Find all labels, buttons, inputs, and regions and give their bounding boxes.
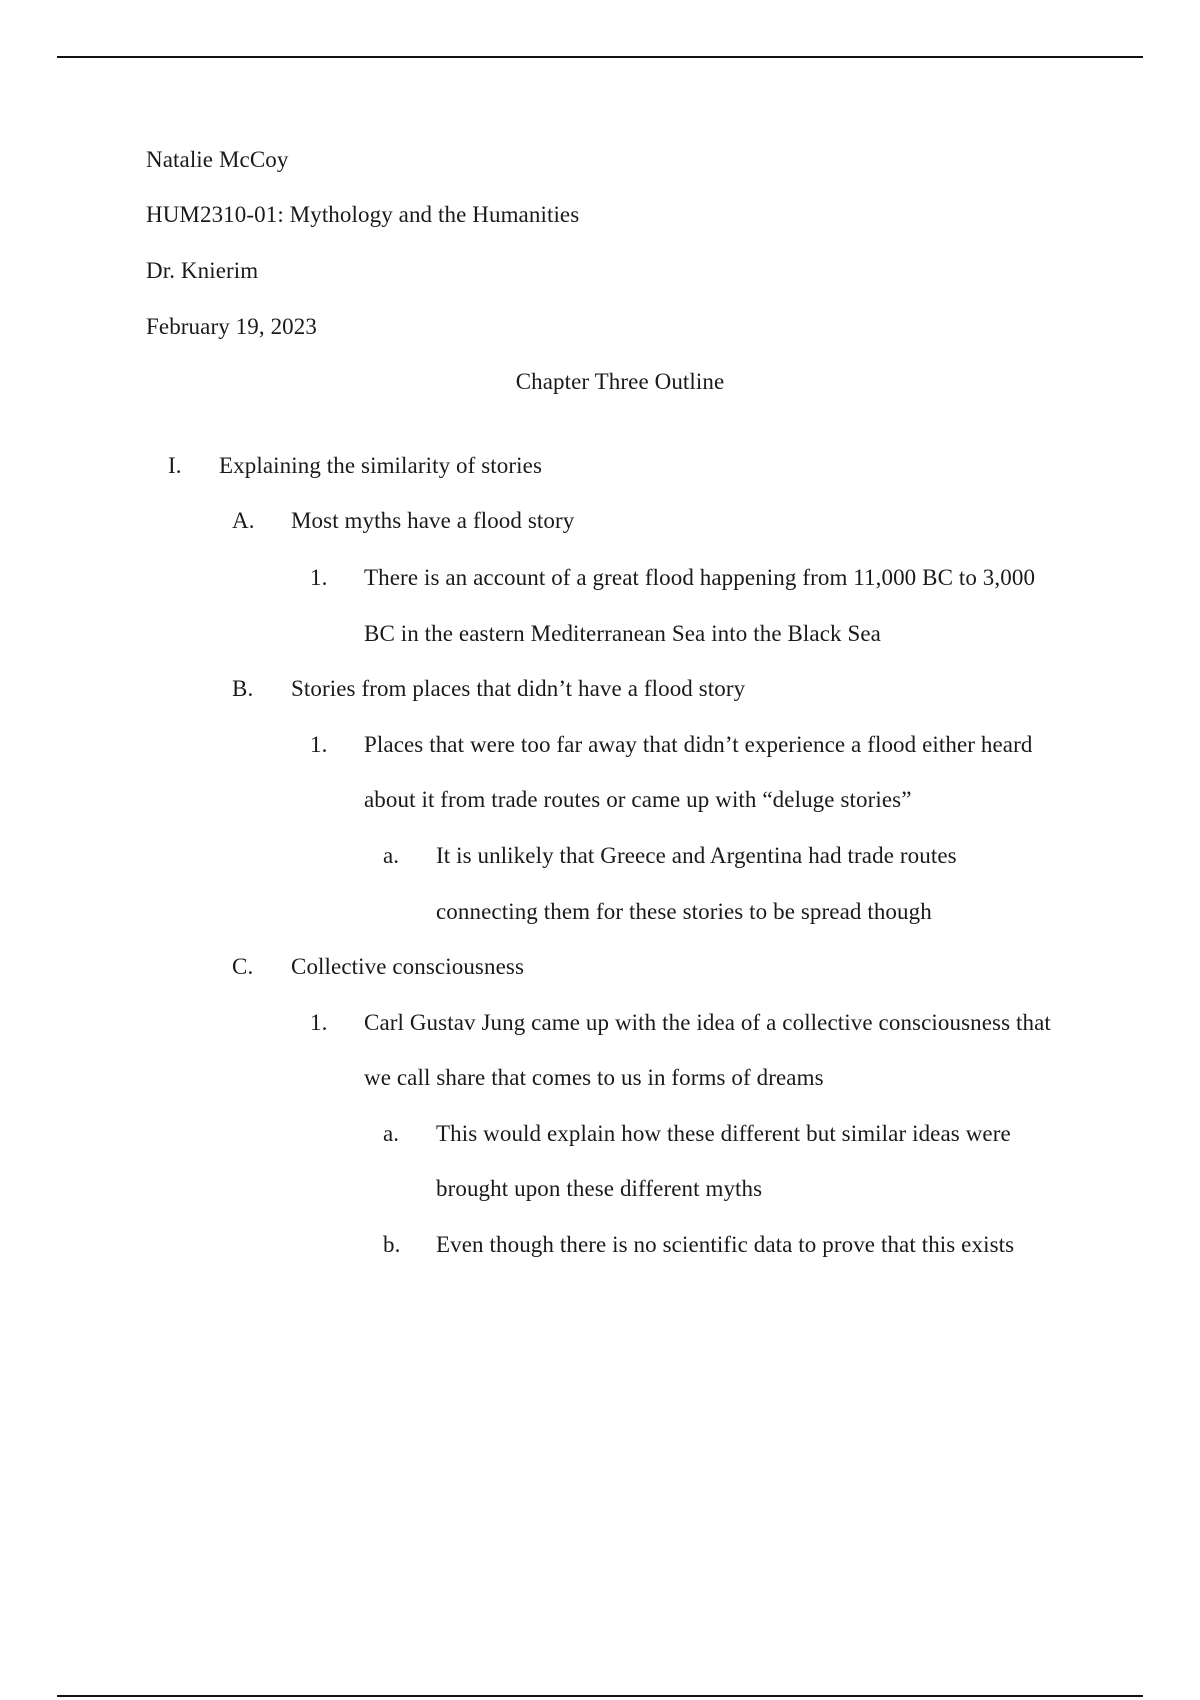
outline-item-B1-line2: about it from trade routes or came up with “deluge stories” bbox=[364, 787, 912, 812]
outline-marker-B1: 1. bbox=[310, 732, 328, 757]
outline-marker-I: I. bbox=[168, 453, 182, 478]
outline-item-B1-line1: Places that were too far away that didn’t experience a flood either heard bbox=[364, 732, 1033, 757]
outline-marker-B: B. bbox=[232, 676, 254, 701]
outline-item-A: Most myths have a flood story bbox=[291, 508, 575, 533]
outline-item-C1-line2: we call share that comes to us in forms of dreams bbox=[364, 1065, 824, 1090]
outline-marker-A1: 1. bbox=[310, 565, 328, 590]
outline-item-A1-line1: There is an account of a great flood happening from 11,000 BC to 3,000 bbox=[364, 565, 1036, 590]
outline-item-C: Collective consciousness bbox=[291, 954, 524, 979]
outline-marker-C1: 1. bbox=[310, 1010, 328, 1035]
bottom-rule bbox=[57, 1695, 1143, 1697]
document-date: February 19, 2023 bbox=[146, 314, 317, 339]
top-rule bbox=[57, 56, 1143, 58]
outline-item-A1-line2: BC in the eastern Mediterranean Sea into the Black Sea bbox=[364, 621, 881, 646]
document-title: Chapter Three Outline bbox=[515, 369, 725, 394]
outline-item-I: Explaining the similarity of stories bbox=[219, 453, 542, 478]
outline-marker-C1b: b. bbox=[383, 1232, 401, 1257]
course-title: HUM2310-01: Mythology and the Humanities bbox=[146, 202, 580, 227]
outline-item-C1a-line1: This would explain how these different but similar ideas were bbox=[436, 1121, 1011, 1146]
outline-marker-A: A. bbox=[232, 508, 255, 533]
instructor-name: Dr. Knierim bbox=[146, 258, 259, 283]
outline-marker-C: C. bbox=[232, 954, 254, 979]
outline-item-C1b-line1: Even though there is no scientific data to prove that this exists bbox=[436, 1232, 1015, 1257]
student-name: Natalie McCoy bbox=[146, 147, 289, 172]
outline-item-C1a-line2: brought upon these different myths bbox=[436, 1176, 763, 1201]
outline-item-B: Stories from places that didn’t have a flood story bbox=[291, 676, 746, 701]
outline-marker-C1a: a. bbox=[383, 1121, 400, 1146]
outline-item-C1-line1: Carl Gustav Jung came up with the idea of a collective consciousness that bbox=[364, 1010, 1051, 1035]
outline-item-B1a-line2: connecting them for these stories to be spread though bbox=[436, 899, 932, 924]
outline-marker-B1a: a. bbox=[383, 843, 400, 868]
outline-item-B1a-line1: It is unlikely that Greece and Argentina had trade routes bbox=[436, 843, 957, 868]
